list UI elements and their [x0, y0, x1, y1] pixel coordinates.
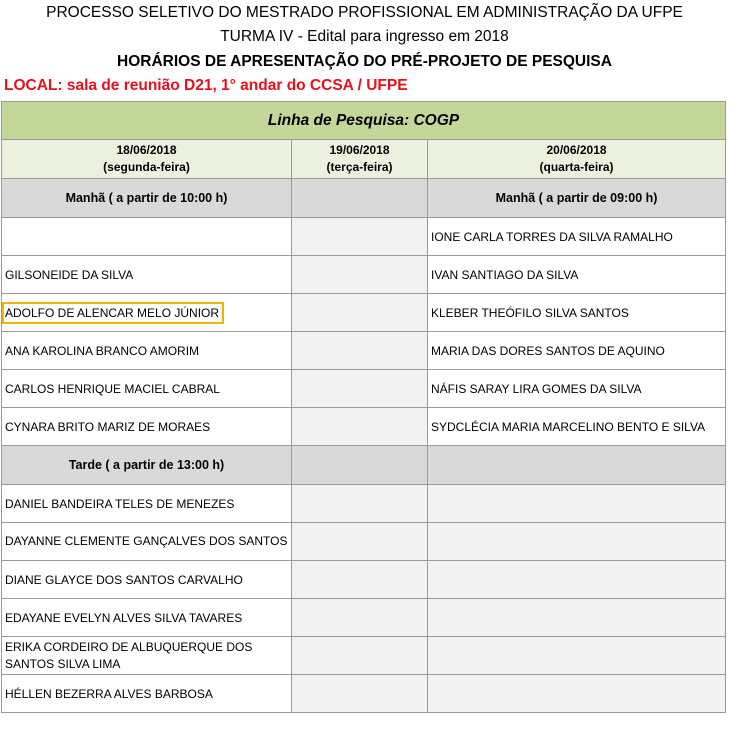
cell-name[interactable]: [2, 218, 292, 256]
title-line-2: TURMA IV - Edital para ingresso em 2018: [220, 28, 509, 45]
cell-name[interactable]: CARLOS HENRIQUE MACIEL CABRAL: [2, 370, 292, 408]
weekday-col3: (quarta-feira): [539, 160, 614, 174]
cell-empty[interactable]: [292, 675, 428, 713]
cell-empty[interactable]: [292, 294, 428, 332]
cell-empty[interactable]: [428, 675, 726, 713]
morning-label-col3[interactable]: Manhã ( a partir de 09:00 h): [428, 179, 726, 218]
cell-empty[interactable]: [428, 599, 726, 637]
cell-name[interactable]: DIANE GLAYCE DOS SANTOS CARVALHO: [2, 561, 292, 599]
cell-name[interactable]: IONE CARLA TORRES DA SILVA RAMALHO: [428, 218, 726, 256]
table-row: [2, 332, 726, 370]
cell-empty[interactable]: [292, 599, 428, 637]
cell-name[interactable]: KLEBER THEÓFILO SILVA SANTOS: [428, 294, 726, 332]
table-row: [2, 637, 726, 675]
cell-empty[interactable]: [428, 561, 726, 599]
cell-empty[interactable]: [292, 637, 428, 675]
date-header-col2[interactable]: [292, 140, 428, 179]
table-row: [2, 370, 726, 408]
table-row: [2, 675, 726, 713]
cell-name[interactable]: HÉLLEN BEZERRA ALVES BARBOSA: [2, 675, 292, 713]
table-row: [2, 485, 726, 523]
cell-name[interactable]: ANA KAROLINA BRANCO AMORIM: [2, 332, 292, 370]
cell-empty[interactable]: [428, 637, 726, 675]
cell-name[interactable]: SYDCLÉCIA MARIA MARCELINO BENTO E SILVA: [428, 408, 726, 446]
date-header-col1[interactable]: [2, 140, 292, 179]
cell-empty[interactable]: [292, 485, 428, 523]
cell-empty[interactable]: [292, 256, 428, 294]
date-header-col3[interactable]: [428, 140, 726, 179]
cell-empty[interactable]: [292, 332, 428, 370]
cell-name[interactable]: ERIKA CORDEIRO DE ALBUQUERQUE DOS SANTOS SILVA LIMA: [2, 637, 292, 675]
cell-name[interactable]: DANIEL BANDEIRA TELES DE MENEZES: [2, 485, 292, 523]
cell-name[interactable]: CYNARA BRITO MARIZ DE MORAES: [2, 408, 292, 446]
location-line: LOCAL: sala de reunião D21, 1° andar do CCSA / UFPE: [4, 77, 408, 94]
cell-empty[interactable]: [292, 561, 428, 599]
cell-empty[interactable]: [292, 218, 428, 256]
cell-name[interactable]: IVAN SANTIAGO DA SILVA: [428, 256, 726, 294]
linha-pesquisa-cell[interactable]: Linha de Pesquisa: COGP: [2, 102, 726, 140]
table-row: [2, 408, 726, 446]
table-row: [2, 599, 726, 637]
date-col1: 18/06/2018: [116, 143, 177, 157]
afternoon-label-col1[interactable]: Tarde ( a partir de 13:00 h): [2, 446, 292, 485]
schedule-table: [1, 101, 726, 713]
cell-empty[interactable]: [292, 523, 428, 561]
table-row: [2, 561, 726, 599]
cell-name[interactable]: MARIA DAS DORES SANTOS DE AQUINO: [428, 332, 726, 370]
title-line-1: PROCESSO SELETIVO DO MESTRADO PROFISSIONAL EM ADMINISTRAÇÃO DA UFPE: [46, 4, 683, 21]
cell-name[interactable]: DAYANNE CLEMENTE GANÇALVES DOS SANTOS: [2, 523, 292, 561]
date-col2: 19/06/2018: [329, 143, 390, 157]
cell-empty[interactable]: [428, 523, 726, 561]
cell-name[interactable]: NÁFIS SARAY LIRA GOMES DA SILVA: [428, 370, 726, 408]
table-row: [2, 218, 726, 256]
afternoon-empty-col3[interactable]: [428, 446, 726, 485]
morning-label-col1[interactable]: Manhã ( a partir de 10:00 h): [2, 179, 292, 218]
weekday-col1: (segunda-feira): [103, 160, 190, 174]
afternoon-empty-col2[interactable]: [292, 446, 428, 485]
cell-selected[interactable]: [2, 294, 292, 332]
cell-empty[interactable]: [428, 485, 726, 523]
weekday-col2: (terça-feira): [326, 160, 393, 174]
cell-name[interactable]: EDAYANE EVELYN ALVES SILVA TAVARES: [2, 599, 292, 637]
cell-empty[interactable]: [292, 370, 428, 408]
cell-name[interactable]: GILSONEIDE DA SILVA: [2, 256, 292, 294]
title-line-3: HORÁRIOS DE APRESENTAÇÃO DO PRÉ-PROJETO DE PESQUISA: [117, 53, 612, 70]
selected-cell-highlight: ADOLFO DE ALENCAR MELO JÚNIOR: [2, 302, 224, 324]
table-row: [2, 294, 726, 332]
morning-empty-col2[interactable]: [292, 179, 428, 218]
date-col3: 20/06/2018: [546, 143, 607, 157]
table-row: [2, 523, 726, 561]
cell-empty[interactable]: [292, 408, 428, 446]
table-row: [2, 256, 726, 294]
